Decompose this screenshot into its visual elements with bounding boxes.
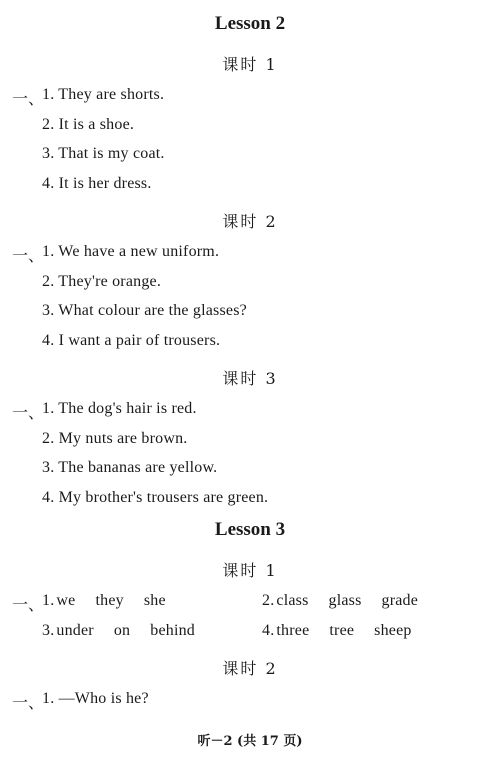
word: three [276, 622, 310, 639]
answer-line: 2. It is a shoe. [42, 116, 135, 133]
answer-line: 3. That is my coat. [42, 145, 165, 162]
lesson-2-title: Lesson 2 [214, 13, 286, 34]
word-group-number: 4. [262, 622, 275, 639]
answer-line: 3. What colour are the glasses? [42, 302, 247, 319]
word: grade [381, 592, 419, 609]
section-marker: 一、 [12, 693, 45, 712]
lesson-2-keshi-2-title: 课时 2 [222, 212, 278, 231]
word: on [113, 622, 131, 639]
word: tree [329, 622, 355, 639]
answer-line: 3. The bananas are yellow. [42, 459, 218, 476]
lesson-3-keshi-2-title: 课时 2 [222, 659, 278, 678]
answer-line: 4. It is her dress. [42, 175, 152, 192]
word-group-number: 3. [42, 622, 55, 639]
word-group [262, 622, 432, 640]
word: under [56, 622, 94, 639]
lesson-2-keshi-1-title: 课时 1 [222, 55, 278, 74]
answer-line: 2. They're orange. [42, 273, 162, 290]
lesson-3-keshi-1-title: 课时 1 [222, 561, 278, 580]
section-marker: 一、 [12, 595, 45, 614]
word-group-number: 1. [42, 592, 55, 609]
answer-line: 1. The dog's hair is red. [42, 400, 197, 417]
answer-line: 1. We have a new uniform. [42, 243, 220, 260]
word: behind [150, 622, 195, 639]
section-marker: 一、 [12, 89, 45, 108]
word-group-number: 2. [262, 592, 275, 609]
word: class [276, 592, 309, 609]
word: sheep [374, 622, 412, 639]
word: she [143, 592, 166, 609]
word: we [56, 592, 76, 609]
answer-line: 4. My brother's trousers are green. [42, 489, 269, 506]
word-group [42, 592, 186, 610]
word: glass [328, 592, 362, 609]
answer-line: 1. —Who is he? [42, 690, 149, 707]
lesson-3-title: Lesson 3 [214, 519, 286, 540]
word: they [95, 592, 124, 609]
word-group [262, 592, 438, 610]
section-marker: 一、 [12, 246, 45, 265]
lesson-2-keshi-3-title: 课时 3 [222, 369, 278, 388]
word-group [42, 622, 215, 640]
section-marker: 一、 [12, 403, 45, 422]
answer-line: 4. I want a pair of trousers. [42, 332, 221, 349]
answer-line: 1. They are shorts. [42, 86, 165, 103]
answer-line: 2. My nuts are brown. [42, 430, 188, 447]
page-footer: 听－2 (共 17 页) [197, 734, 303, 749]
